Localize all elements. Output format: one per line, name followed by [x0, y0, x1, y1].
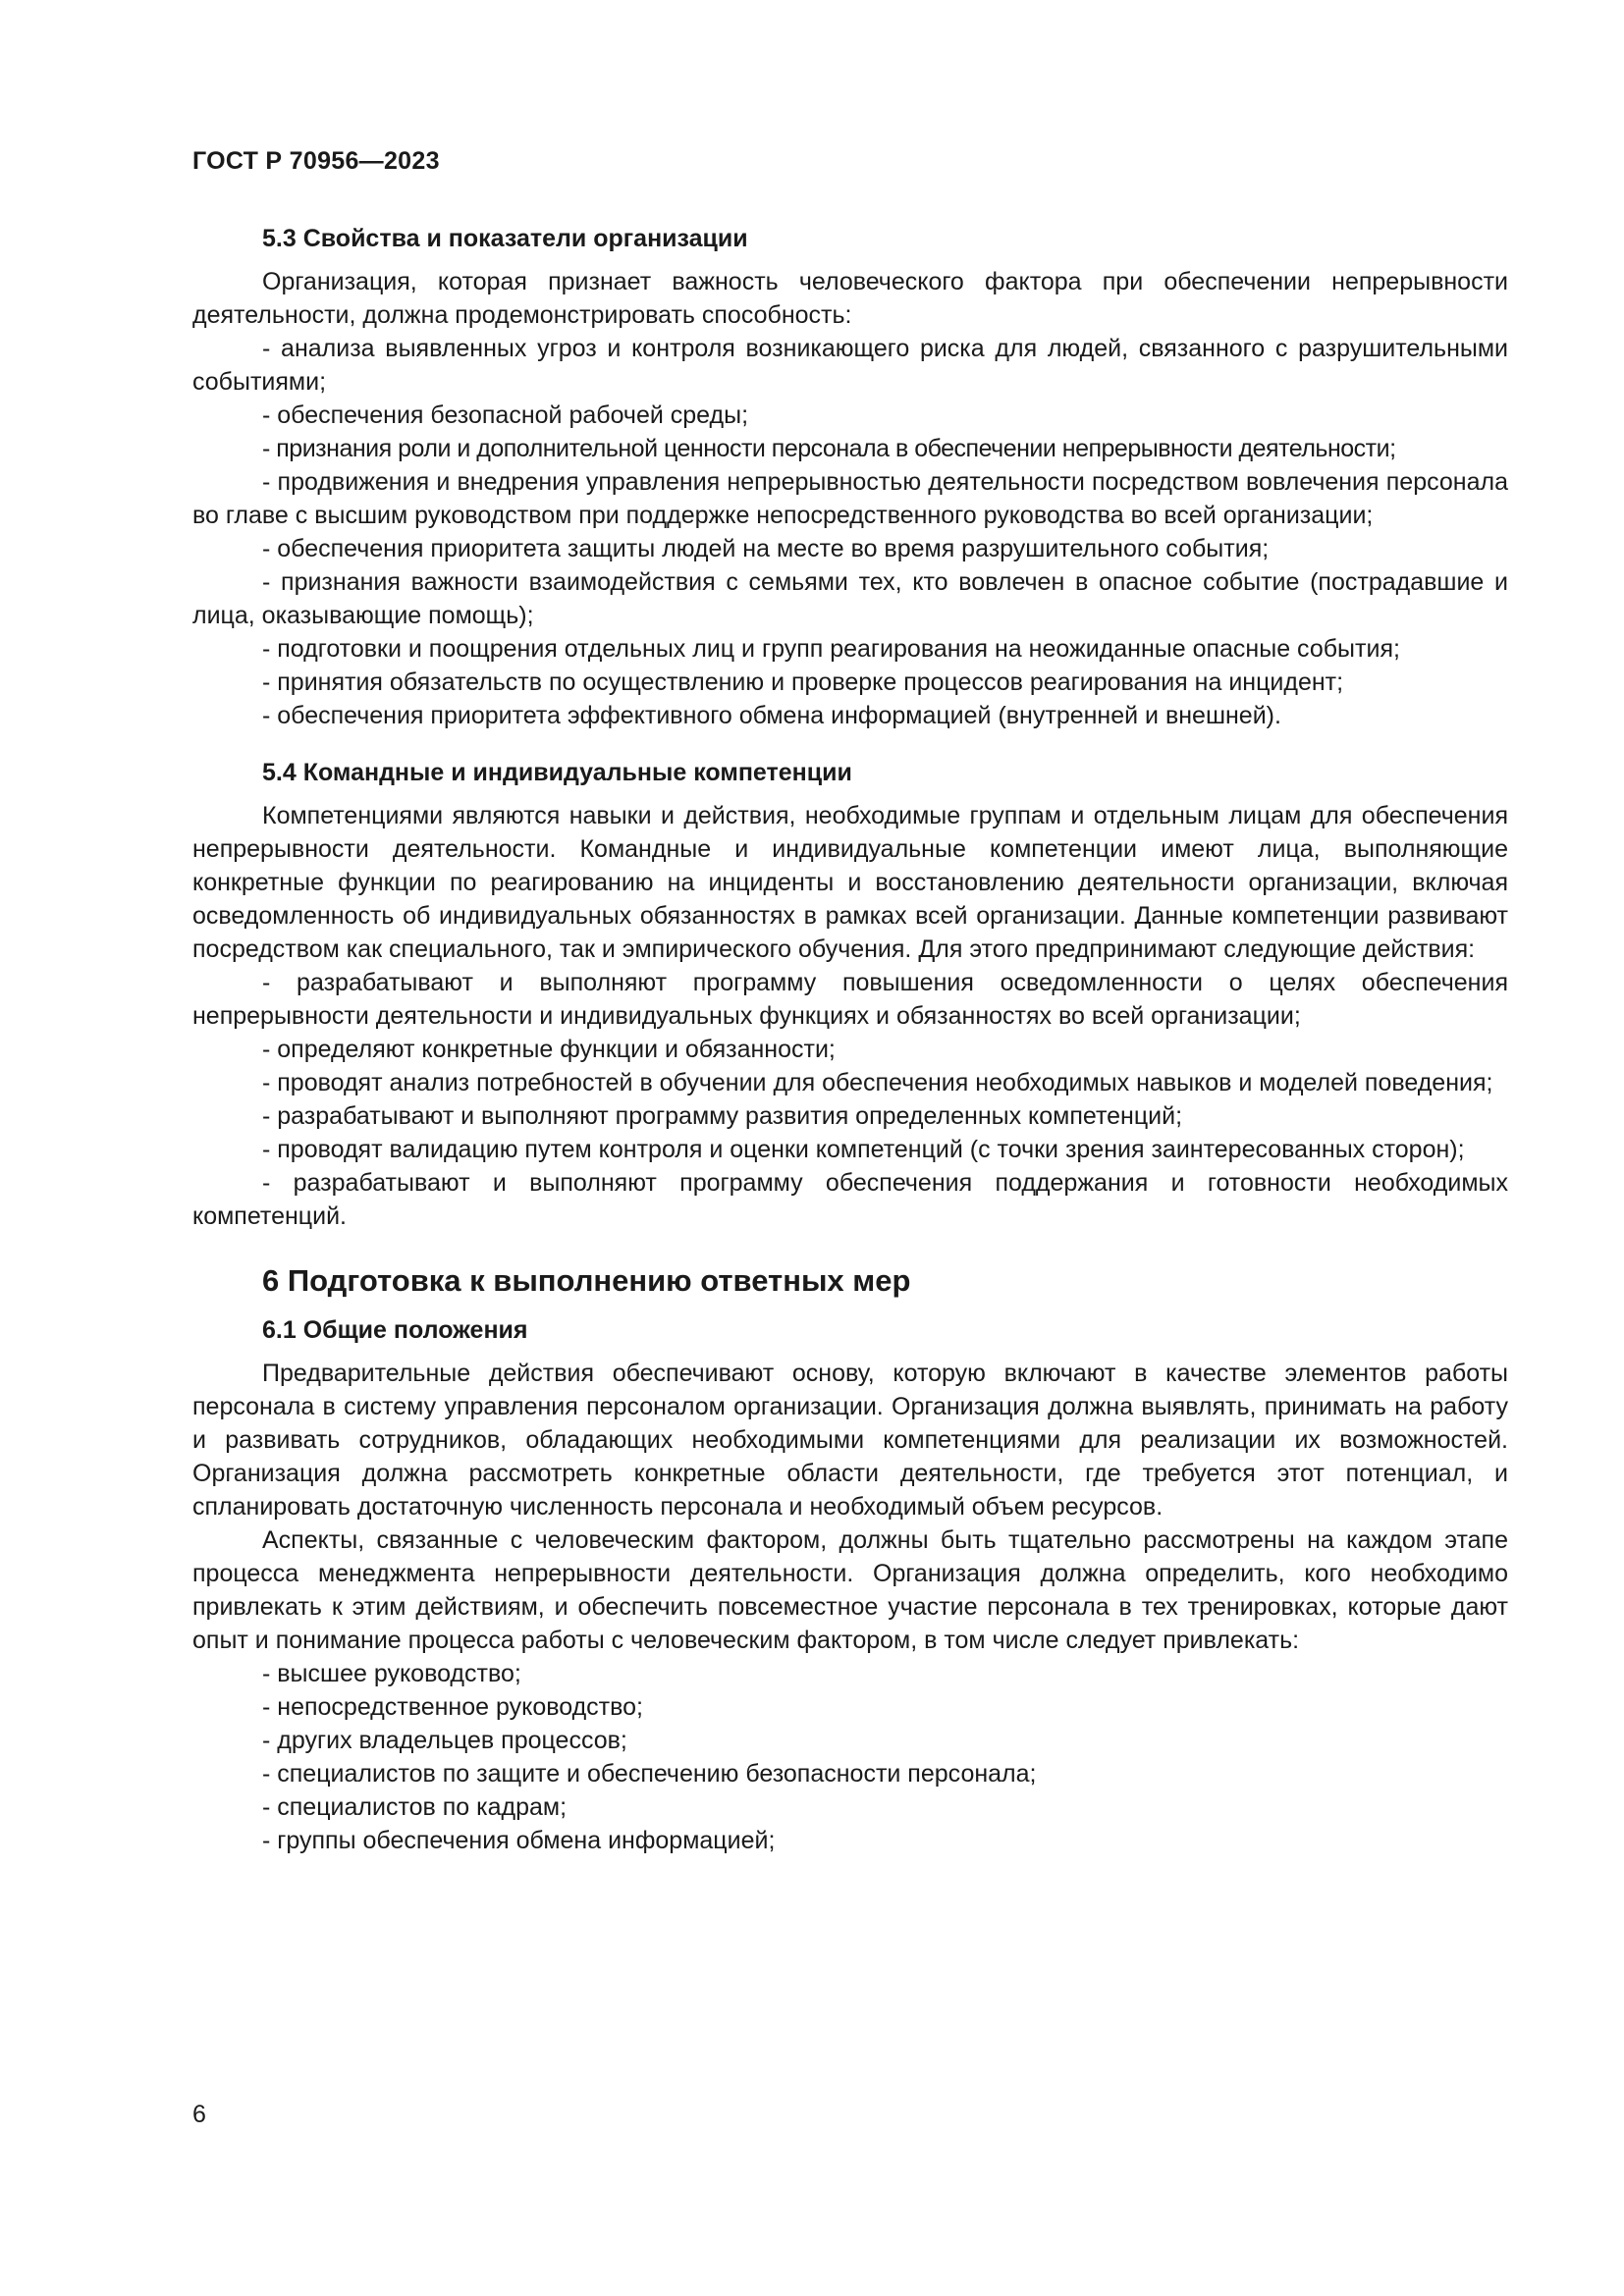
- list-item: - определяют конкретные функции и обязанности;: [262, 1036, 836, 1063]
- list-item: - непосредственное руководство;: [262, 1693, 643, 1721]
- list-item: - обеспечения безопасной рабочей среды;: [262, 401, 749, 429]
- paragraph: Организация, которая признает важность человеческого фактора при обеспечении непрерывности деятельности, должна продемонстрировать способность:: [192, 268, 1508, 329]
- list-item: - разрабатывают и выполняют программу повышения осведомленности о целях обеспечения непрерывности деятельности и индивидуальных функциях и обязанностях во всей организации;: [192, 969, 1508, 1030]
- list-item: - проводят валидацию путем контроля и оценки компетенций (с точки зрения заинтересованных сторон);: [262, 1136, 1465, 1163]
- list-item: - признания роли и дополнительной ценности персонала в обеспечении непрерывности деятельности;: [262, 435, 1396, 462]
- list-item: - разрабатывают и выполняют программу обеспечения поддержания и готовности необходимых компетенций.: [192, 1169, 1508, 1230]
- chapter-heading-6: 6 Подготовка к выполнению ответных мер: [262, 1263, 911, 1298]
- list-item: - других владельцев процессов;: [262, 1727, 627, 1754]
- list-item: - подготовки и поощрения отдельных лиц и групп реагирования на неожиданные опасные события;: [262, 635, 1400, 663]
- document-body: [192, 222, 1508, 1857]
- list-item: - специалистов по защите и обеспечению безопасности персонала;: [262, 1760, 1037, 1788]
- list-item: - анализа выявленных угроз и контроля возникающего риска для людей, связанного с разрушительными событиями;: [192, 335, 1508, 396]
- list-item: - разрабатывают и выполняют программу развития определенных компетенций;: [262, 1102, 1183, 1130]
- list-item: - признания важности взаимодействия с семьями тех, кто вовлечен в опасное событие (пострадавшие и лица, оказывающие помощь);: [192, 568, 1508, 629]
- section-heading-5-4: 5.4 Командные и индивидуальные компетенции: [262, 759, 852, 786]
- list-item: - группы обеспечения обмена информацией;: [262, 1827, 776, 1854]
- list-item: - продвижения и внедрения управления непрерывностью деятельности посредством вовлечения персонала во главе с высшим руководством при поддержке непосредственного руководства во всей организации;: [192, 468, 1508, 529]
- page-number: 6: [192, 2101, 206, 2128]
- section-heading-6-1: 6.1 Общие положения: [262, 1316, 528, 1344]
- list-item: - высшее руководство;: [262, 1660, 521, 1687]
- spacer: [192, 732, 1508, 756]
- list-item: - проводят анализ потребностей в обучении для обеспечения необходимых навыков и моделей поведения;: [262, 1069, 1493, 1096]
- document-header: ГОСТ Р 70956—2023: [192, 147, 440, 175]
- paragraph: Компетенциями являются навыки и действия, необходимые группам и отдельным лицам для обеспечения непрерывности деятельности. Командные и индивидуальные компетенции имеют лица, выполняющие конкретные функции по реагированию на инциденты и восстановлению деятельности организации, включая осведомленность об индивидуальных обязанностях в рамках всей организации. Данные компетенции развивают посредством как специального, так и эмпирического обучения. Для этого предпринимают следующие действия:: [192, 802, 1508, 963]
- section-heading-5-3: 5.3 Свойства и показатели организации: [262, 225, 748, 252]
- paragraph: Аспекты, связанные с человеческим фактором, должны быть тщательно рассмотрены на каждом этапе процесса менеджмента непрерывности деятельности. Организация должна определить, кого необходимо привлекать к этим действиям, и обеспечить повсеместное участие персонала в тех тренировках, которые дают опыт и понимание процесса работы с человеческим фактором, в том числе следует привлекать:: [192, 1526, 1508, 1654]
- list-item: - принятия обязательств по осуществлению и проверке процессов реагирования на инцидент;: [262, 668, 1344, 696]
- list-item: - обеспечения приоритета эффективного обмена информацией (внутренней и внешней).: [262, 702, 1281, 729]
- paragraph: Предварительные действия обеспечивают основу, которую включают в качестве элементов работы персонала в систему управления персоналом организации. Организация должна выявлять, принимать на работу и развивать сотрудников, обладающих необходимыми компетенциями для реализации их возможностей. Организация должна рассмотреть конкретные области деятельности, где требуется этот потенциал, и спланировать достаточную численность персонала и необходимый объем ресурсов.: [192, 1360, 1508, 1521]
- list-item: - обеспечения приоритета защиты людей на месте во время разрушительного события;: [262, 535, 1270, 562]
- list-item: - специалистов по кадрам;: [262, 1793, 568, 1821]
